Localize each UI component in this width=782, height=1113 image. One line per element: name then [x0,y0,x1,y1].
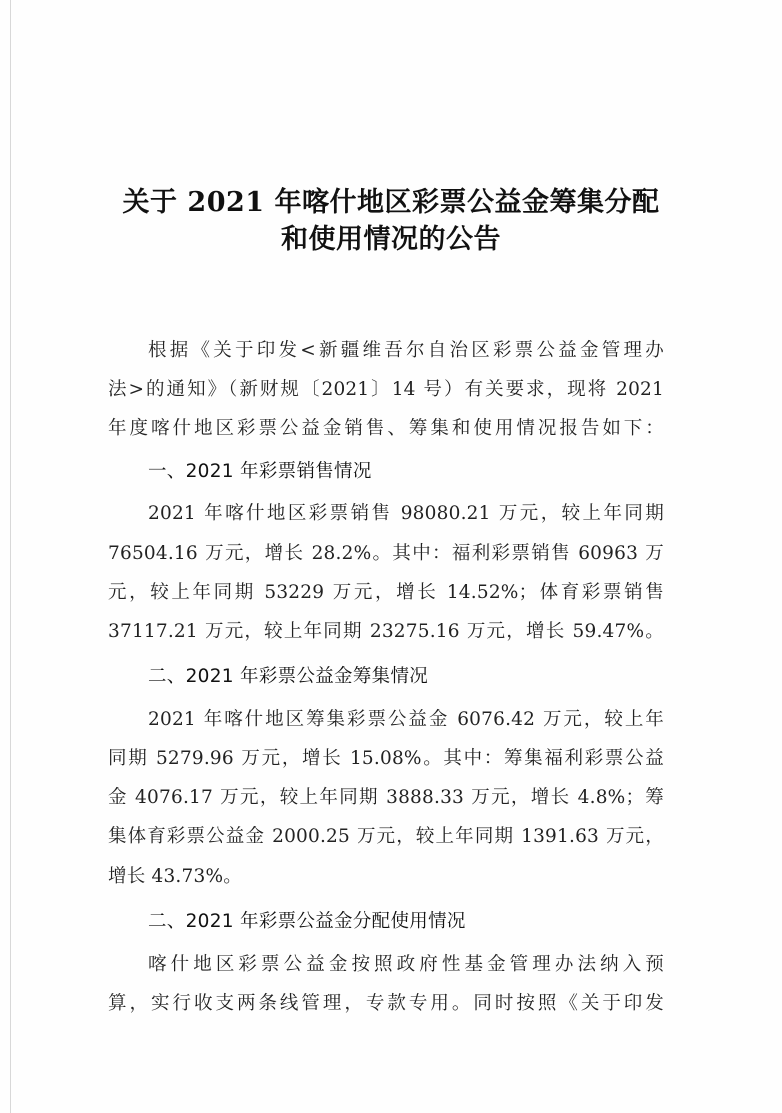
section-2-line-4: 集体育彩票公益金 2000.25 万元，较上年同期 1391.63 万元， [108,826,664,847]
section-3-line-1: 喀什地区彩票公益金按照政府性基金管理办法纳入预 [148,954,664,975]
section-2-line-5: 增长 43.73%。 [108,866,242,887]
title-line-1: 关于 2021 年喀什地区彩票公益金筹集分配 [122,187,660,218]
title-line-2: 和使用情况的公告 [281,224,501,255]
section-2-heading: 二、2021 年彩票公益金筹集情况 [148,666,429,687]
intro-line-3: 年度喀什地区彩票公益金销售、筹集和使用情况报告如下： [108,418,664,439]
section-2-line-3: 金 4076.17 万元，较上年同期 3888.33 万元，增长 4.8%；筹 [108,787,664,808]
section-3-heading: 二、2021 年彩票公益金分配使用情况 [148,911,466,932]
section-2-line-1: 2021 年喀什地区筹集彩票公益金 6076.42 万元，较上年 [148,709,664,730]
section-1-heading: 一、2021 年彩票销售情况 [148,461,372,482]
section-2-line-2: 同期 5279.96 万元，增长 15.08%。其中：筹集福利彩票公益 [108,748,664,769]
section-1-line-1: 2021 年喀什地区彩票销售 98080.21 万元，较上年同期 [148,503,664,524]
intro-line-1: 根据《关于印发<新疆维吾尔自治区彩票公益金管理办 [148,340,664,361]
section-1-line-3: 元，较上年同期 53229 万元，增长 14.52%；体育彩票销售 [108,582,664,603]
intro-line-2: 法>的通知》（新财规〔2021〕14 号）有关要求，现将 2021 [108,379,664,400]
section-1-line-2: 76504.16 万元，增长 28.2%。其中：福利彩票销售 60963 万 [108,543,664,564]
scan-edge-line [10,0,11,1113]
section-3-line-2: 算，实行收支两条线管理，专款专用。同时按照《关于印发 [108,993,664,1014]
section-1-line-4: 37117.21 万元，较上年同期 23275.16 万元，增长 59.47%。 [108,621,664,642]
